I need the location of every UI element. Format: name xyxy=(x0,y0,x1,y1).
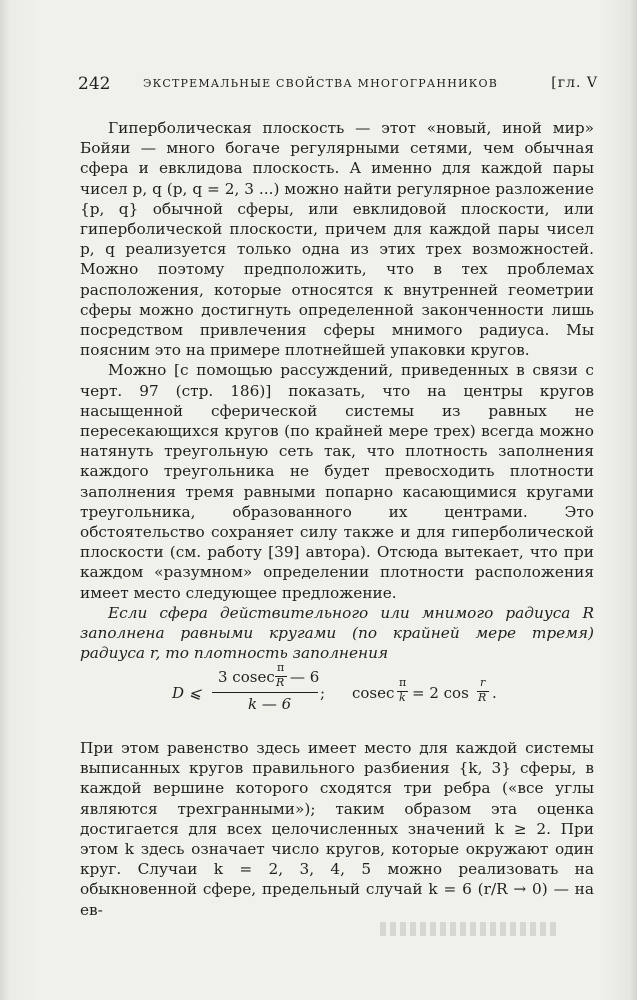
body-text-bottom xyxy=(80,738,594,920)
formula-frac-bar xyxy=(212,692,318,693)
density-formula xyxy=(172,661,532,718)
formula-k: k xyxy=(399,691,406,704)
formula-period: . xyxy=(492,684,497,702)
formula-pi-2: π xyxy=(399,676,407,689)
page-header xyxy=(78,74,598,96)
formula-eq-cos: = 2 cos xyxy=(412,684,469,702)
formula-denominator: k — 6 xyxy=(248,695,292,713)
page-number: 242 xyxy=(78,74,111,94)
running-title: ЭКСТРЕМАЛЬНЫЕ СВОЙСТВА МНОГОГРАННИКОВ xyxy=(143,77,498,90)
paragraph-2: Можно [с помощью рассуждений, приведенных в связи с черт. 97 (стр. 186)] показать, что на центры кругов насыщенной сферической системы из равных не пересекающихся кругов (по крайней мере трех) всегда можно натянуть треугольную сеть так, что плотность заполнения каждого треугольника не будет превосходить плотности заполнения тремя равными попарно касающимися кругами треугольника, образованного их центрами. Это обстоятельство сохраняет силу также и для гиперболической плоскости (см. работу [39] автора). Отсюда вытекает, что при каждом «разумном» определении плотности расположения имеет место следующее предложение. xyxy=(80,361,594,602)
paragraph-3: При этом равенство здесь имеет место для каждой системы выписанных кругов правильного разбиения {k, 3} сферы, в каждой вершине которого сходятся три ребра («все углы являются трехгранными»); таким образом эта оценка достигается для всех целочисленных значений k ≥ 2. При этом k здесь означает число кругов, которые окружают один круг. Случаи k = 2, 3, 4, 5 можно реализовать на обыкновенной сфере, предельный случай k = 6 (r/R → 0) — на ев- xyxy=(80,739,594,919)
formula-R: R xyxy=(276,676,285,689)
formula-lhs: D ⩽ xyxy=(172,684,202,702)
formula-num-coef: 3 cosec xyxy=(218,668,275,686)
formula-cosec: cosec xyxy=(352,684,395,702)
paragraph-1: Гиперболическая плоскость — этот «новый, иной мир» Бойяи — много богаче регулярными сетями, чем обычная сфера и евклидова плоскость. А именно для каждой пары чисел p, q (p, q = 2, 3 ...) можно найти регулярное разложение {p, q} обычной сферы, или евклидовой плоскости, или гиперболической плоскости, причем для каждой пары чисел p, q реализуется только одна из этих трех возможностей. Можно поэтому предположить, что в тех проблемах расположения, которые относятся к внутренней геометрии сферы можно достигнуть определенной законченности лишь посредством привлечения сферы мнимого радиуса. Мы поясним это на примере плотнейшей упаковки кругов. xyxy=(80,119,594,360)
chapter-label: [гл. V xyxy=(551,75,598,91)
formula-pi: π xyxy=(277,661,285,674)
bleed-through-marks xyxy=(380,922,560,936)
body-text-top xyxy=(80,118,594,663)
formula-r: r xyxy=(480,676,486,689)
formula-minus6: — 6 xyxy=(290,668,320,686)
formula-R-2: R xyxy=(478,691,487,704)
formula-semicolon: ; xyxy=(320,684,326,702)
theorem-statement: Если сфера действительного или мнимого радиуса R заполнена равными кругами (по крайней мере тремя) радиуса r, то плотность заполнения xyxy=(80,603,594,663)
